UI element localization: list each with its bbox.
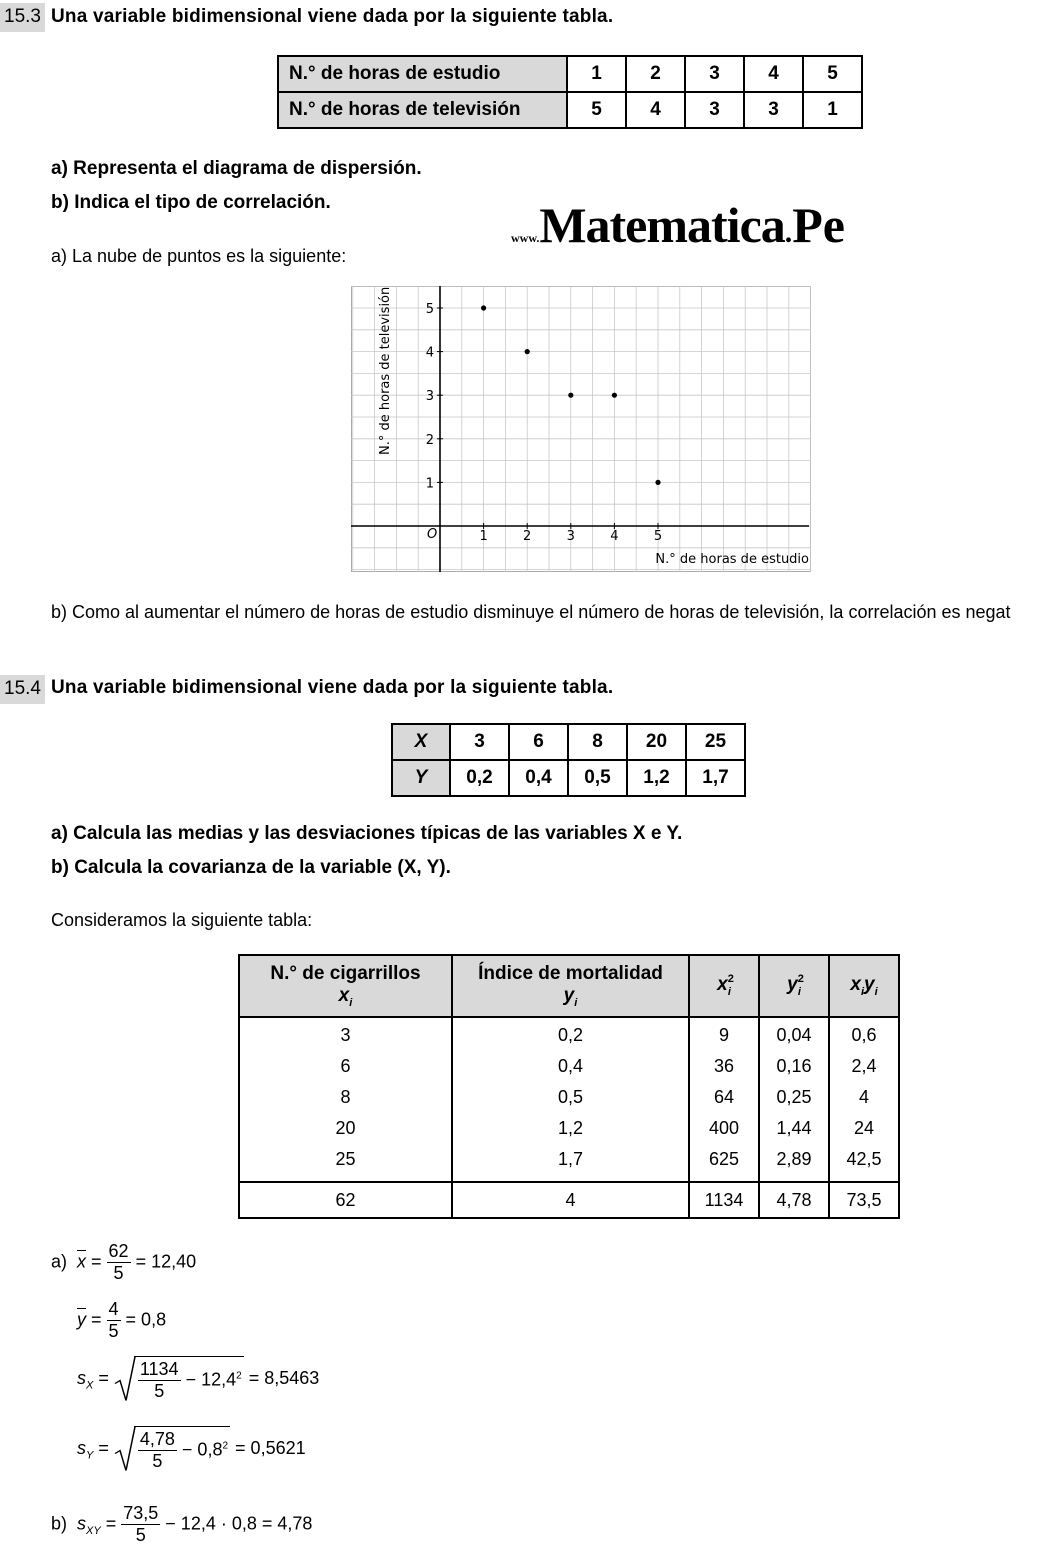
chart-frame <box>352 287 811 572</box>
x-tick-label: 4 <box>610 529 619 544</box>
x-tick-label: 1 <box>479 529 488 544</box>
question-a-15-3: a) Representa el diagrama de dispersión. <box>51 158 422 179</box>
y-tick-label: 5 <box>425 302 434 317</box>
watermark-logo: www.Matematica.Pe <box>511 197 845 253</box>
table-cell: 1 <box>803 92 862 128</box>
table-cell: 1,7 <box>686 760 745 796</box>
problem-title-15-3: Una variable bidimensional viene dada por la siguiente tabla. <box>51 6 614 27</box>
table-cell: 3 <box>450 724 509 760</box>
header-xy: $x_iy_i$ <box>829 955 899 1017</box>
table-cell: 20 <box>627 724 686 760</box>
row-label-x: X <box>392 724 450 760</box>
table-cell: 3 <box>685 56 744 92</box>
table-row: 6 0,4 36 0,16 2,4 <box>239 1051 899 1082</box>
data-table-15-4 <box>391 723 746 797</box>
x-tick-label: 3 <box>566 529 575 544</box>
table-row: 3 0,2 9 0,04 0,6 <box>239 1017 899 1051</box>
scatter-point <box>612 393 617 398</box>
scatter-point <box>655 480 660 485</box>
table-cell: 5 <box>803 56 862 92</box>
table-cell: 0,4 <box>509 760 568 796</box>
row-label-y: Y <box>392 760 450 796</box>
table-cell: 6 <box>509 724 568 760</box>
header-cigarettes: N.° de cigarrillos $x_i$ <box>239 955 452 1017</box>
scatter-chart <box>351 286 811 572</box>
y-tick-label: 3 <box>425 389 434 405</box>
header-y-squared: $y^2_i$ <box>759 955 829 1017</box>
totals-row: 62 4 1134 4,78 73,5 <box>239 1182 899 1218</box>
table-row: 8 0,5 64 0,25 4 <box>239 1082 899 1113</box>
table-cell: 25 <box>686 724 745 760</box>
problem-title-15-4: Una variable bidimensional viene dada por la siguiente tabla. <box>51 677 614 698</box>
mean-x-formula: a) $\overline{x}$ = $\frac{62}{5}$ = 12,40 <box>51 1241 197 1283</box>
scatter-point <box>481 305 486 310</box>
row-label-study-hours: N.° de horas de estudio <box>278 56 567 92</box>
row-label-tv-hours: N.° de horas de televisión <box>278 92 567 128</box>
table-row: 20 1,2 400 1,44 24 <box>239 1113 899 1144</box>
question-a-15-4: a) Calcula las medias y las desviaciones típicas de las variables X e Y. <box>51 823 683 844</box>
origin-label: O <box>427 527 438 542</box>
answer-a-15-3: a) La nube de puntos es la siguiente: <box>51 246 347 266</box>
answer-b-15-3: b) Como al aumentar el número de horas de estudio disminuye el número de horas de televisión, la correlación es negat <box>51 602 1011 622</box>
table-row: 25 1,7 625 2,89 42,5 <box>239 1144 899 1175</box>
table-cell: 1 <box>567 56 626 92</box>
std-x-formula: $s_X$ = $\frac{1134}{5}$ − $12,4^2 = 8,5463$ <box>77 1356 319 1402</box>
covariance-formula: b) $s_{XY}$ = $\frac{73,5}{5}$ − 12,4 · 0,8 = 4,78 <box>51 1503 313 1545</box>
table-cell: 4 <box>744 56 803 92</box>
y-tick-label: 1 <box>425 476 434 492</box>
table-cell: 0,5 <box>568 760 627 796</box>
std-y-formula: $s_Y$ = $\frac{4,78}{5}$ − $0,8^2 = 0,5621$ <box>77 1426 306 1472</box>
table-cell: 3 <box>685 92 744 128</box>
header-x-squared: $x^2_i$ <box>689 955 759 1017</box>
mean-y-formula: $\overline{y}$ = $\frac{4}{5}$ = 0,8 <box>77 1299 167 1341</box>
scatter-point <box>525 349 530 354</box>
table-cell: 2 <box>626 56 685 92</box>
table-cell: 5 <box>567 92 626 128</box>
question-b-15-3: b) Indica el tipo de correlación. <box>51 192 331 213</box>
x-tick-label: 2 <box>523 529 532 544</box>
table-cell: 1,2 <box>627 760 686 796</box>
question-b-15-4: b) Calcula la covarianza de la variable (X, Y). <box>51 857 451 878</box>
header-mortality: Índice de mortalidad $y_i$ <box>452 955 689 1017</box>
problem-number-15-4: 15.4 <box>0 675 45 704</box>
x-tick-label: 5 <box>653 529 663 544</box>
y-axis-label: N.° de horas de televisión <box>378 286 393 455</box>
y-tick-label: 2 <box>425 432 434 448</box>
data-table-15-3 <box>277 55 863 129</box>
table-cell: 3 <box>744 92 803 128</box>
table-intro: Consideramos la siguiente tabla: <box>51 910 313 930</box>
table-cell: 8 <box>568 724 627 760</box>
table-cell: 0,2 <box>450 760 509 796</box>
problem-number-15-3: 15.3 <box>0 3 45 32</box>
table-cell: 4 <box>626 92 685 128</box>
y-tick-label: 4 <box>425 345 434 361</box>
x-axis-label: N.° de horas de estudio <box>655 552 809 567</box>
scatter-point <box>568 393 573 398</box>
calculation-table <box>238 954 900 1219</box>
